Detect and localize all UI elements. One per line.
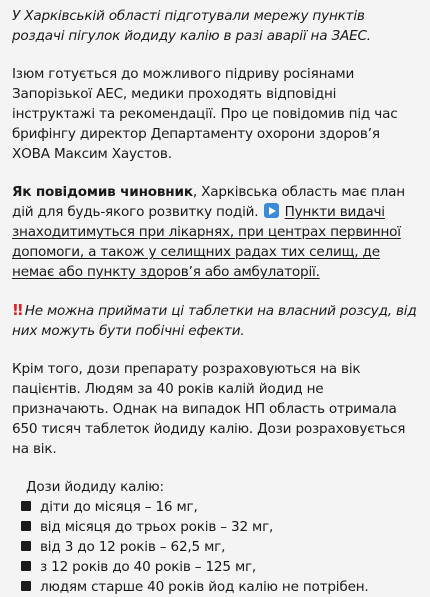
- square-bullet-icon: [21, 561, 31, 571]
- square-bullet-icon: [21, 501, 31, 511]
- play-button-icon: [264, 203, 279, 218]
- list-item: від 3 до 12 років – 62,5 мг,: [21, 537, 418, 557]
- square-bullet-icon: [21, 541, 31, 551]
- list-item: людям старше 40 років йод калію не потрібен.: [21, 577, 418, 597]
- warning-text: Не можна приймати ці таблетки на власний розсуд, від них можуть бути побічні ефекти.: [12, 303, 417, 339]
- doses-list: [12, 497, 418, 597]
- warning-paragraph: [12, 300, 418, 341]
- list-item: діти до місяця – 16 мг,: [21, 497, 418, 517]
- post-paragraph-1: Ізюм готується до можливого підриву росіянами Запорізької АЕС, медики проходять відповідні інструктажі та рекомендації. Про це повідомив під час брифінгу директор Департаменту охорони здоров’я ХОВА Максим Хаустов.: [12, 66, 398, 162]
- post-lead: У Харківській області підготували мережу пунктів роздачі пігулок йодиду калію в разі аварії на ЗАЕС.: [12, 8, 371, 44]
- square-bullet-icon: [21, 521, 31, 531]
- list-item: з 12 років до 40 років – 125 мг,: [21, 557, 418, 577]
- post-paragraph-2: [12, 182, 418, 282]
- doses-title: Дози йодиду калію:: [26, 479, 164, 495]
- double-exclamation-icon: !!: [12, 301, 22, 319]
- list-item: від місяця до трьох років – 32 мг,: [21, 517, 418, 537]
- plan-text: , Харківська область має план дій для будь-якого розвитку подій.: [12, 184, 405, 220]
- distribution-points-text: Пункти видачі знаходитимуться при лікарнях, при центрах первинної допомоги, а також у селищних радах тих селищ, де немає або пункту здоров’я або амбулаторії.: [12, 204, 401, 280]
- post-paragraph-4: Крім того, дози препарату розраховуються на вік пацієнтів. Людям за 40 років калій йодид не призначають. Однак на випадок НП область отримала 650 тисяч таблеток йодиду калію. Дози розраховується на вік.: [12, 361, 406, 457]
- official-said-label: Як повідомив чиновник: [12, 184, 193, 200]
- square-bullet-icon: [21, 581, 31, 591]
